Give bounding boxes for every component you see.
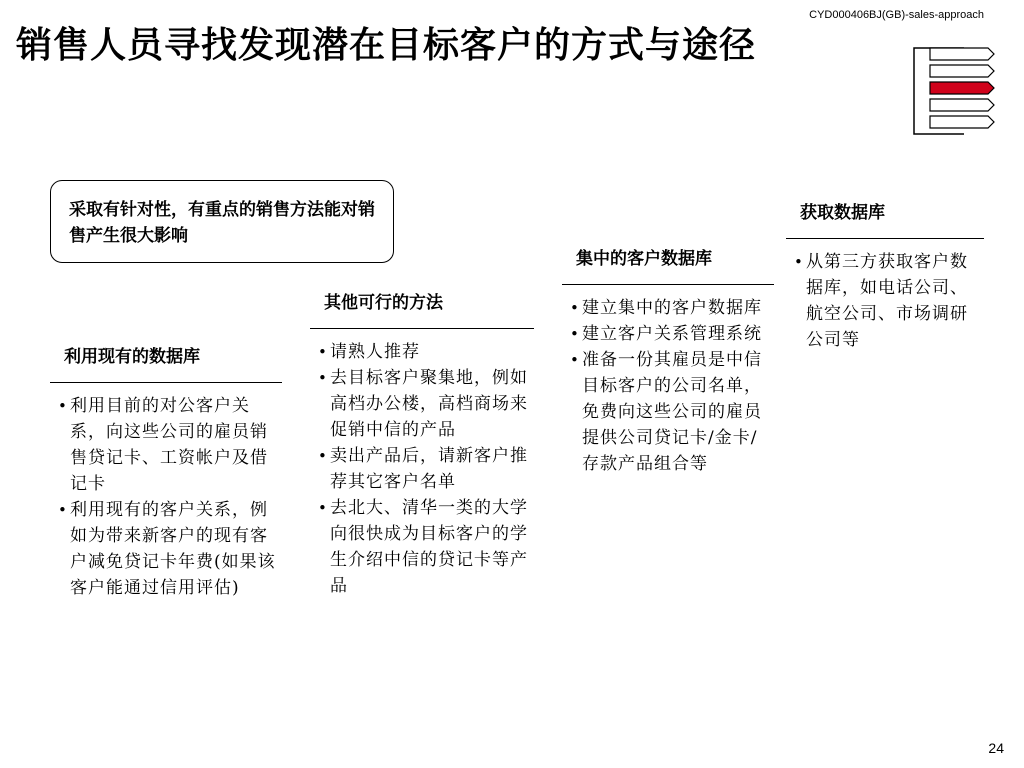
list-item: • 建立客户关系管理系统	[570, 321, 774, 347]
column-list	[562, 295, 774, 477]
column-title: 利用现有的数据库	[50, 346, 282, 383]
page-title: 销售人员寻找发现潜在目标客户的方式与途径	[16, 24, 757, 66]
bullet-icon: •	[570, 351, 580, 369]
doc-code: CYD000406BJ(GB)-sales-approach	[809, 9, 984, 21]
list-item: • 卖出产品后，请新客户推荐其它客户名单	[318, 443, 534, 495]
bullet-icon: •	[318, 447, 328, 465]
bullet-icon: •	[318, 499, 328, 517]
bullet-icon: •	[318, 343, 328, 361]
column-list	[786, 249, 984, 353]
column-title: 集中的客户数据库	[562, 248, 774, 285]
bullet-icon: •	[570, 299, 580, 317]
list-item: • 去目标客户聚集地，例如高档办公楼，高档商场来促销中信的产品	[318, 365, 534, 443]
bullet-icon: •	[318, 369, 328, 387]
column-acquire-database	[786, 202, 984, 353]
bullet-icon: •	[58, 397, 68, 415]
list-item: • 建立集中的客户数据库	[570, 295, 774, 321]
list-item: • 利用现有的客户关系，例如为带来新客户的现有客户减免贷记卡年费(如果该客户能通过信用评估)	[58, 497, 282, 601]
bullet-icon: •	[570, 325, 580, 343]
page-number: 24	[988, 740, 1004, 756]
callout-box: 采取有针对性，有重点的销售方法能对销售产生很大影响	[50, 180, 394, 263]
column-list	[310, 339, 534, 599]
column-title: 获取数据库	[786, 202, 984, 239]
list-item: • 利用目前的对公客户关系，向这些公司的雇员销售贷记卡、工资帐户及借记卡	[58, 393, 282, 497]
list-item: • 准备一份其雇员是中信目标客户的公司名单，免费向这些公司的雇员提供公司贷记卡/金卡/存款产品组合等	[570, 347, 774, 477]
column-list	[50, 393, 282, 601]
column-title: 其他可行的方法	[310, 292, 534, 329]
column-other-methods	[310, 292, 534, 599]
column-central-database	[562, 248, 774, 477]
bullet-icon: •	[58, 501, 68, 519]
list-item: • 请熟人推荐	[318, 339, 534, 365]
column-existing-database	[50, 346, 282, 601]
section-nav-icon	[910, 44, 996, 138]
bullet-icon: •	[794, 253, 804, 271]
list-item: • 去北大、清华一类的大学向很快成为目标客户的学生介绍中信的贷记卡等产品	[318, 495, 534, 599]
list-item: • 从第三方获取客户数据库，如电话公司、航空公司、市场调研公司等	[794, 249, 984, 353]
